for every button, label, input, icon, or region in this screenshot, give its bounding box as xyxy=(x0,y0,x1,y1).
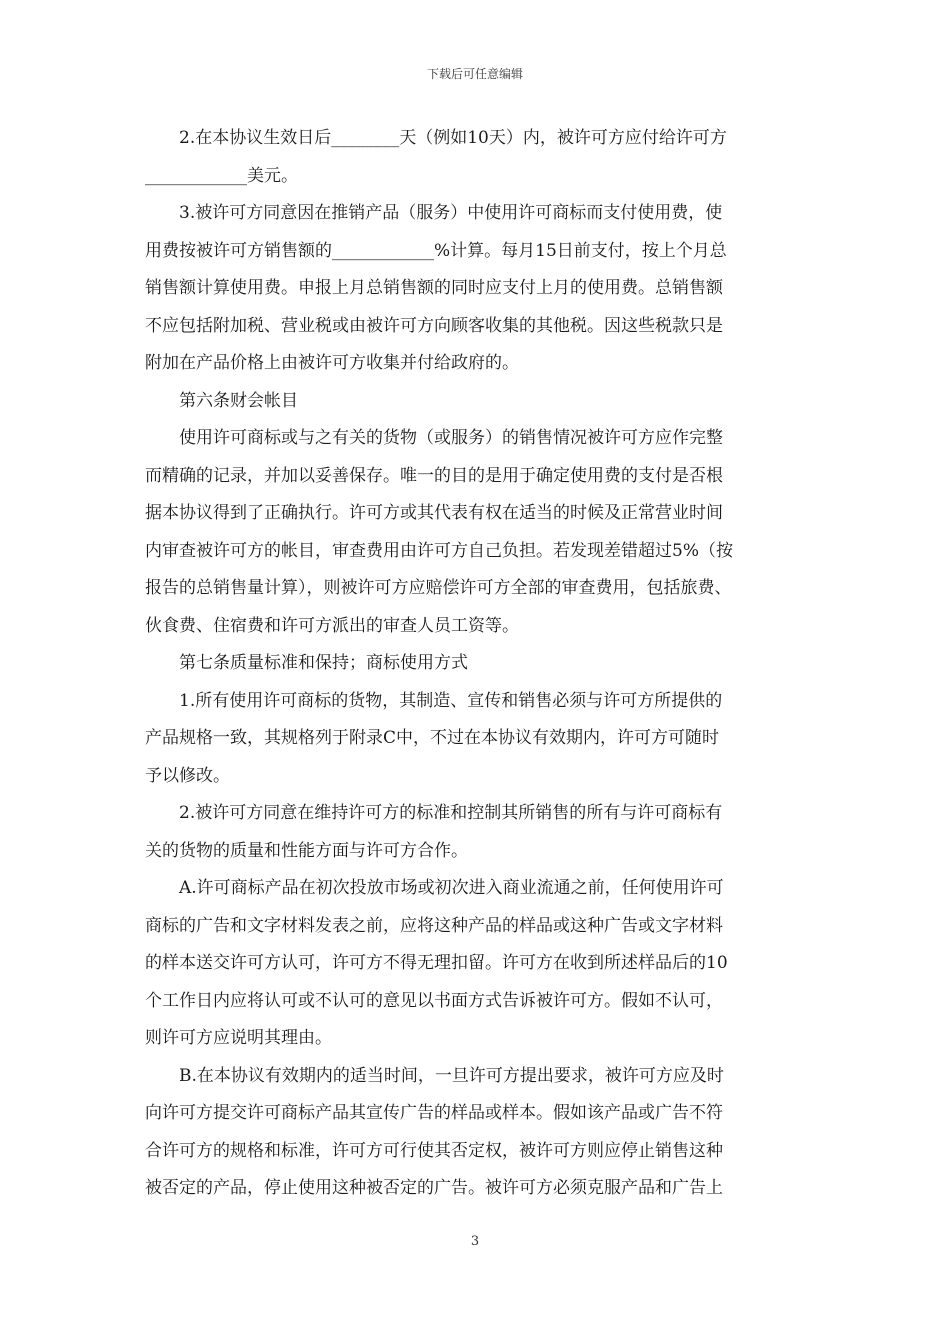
paragraph-line: ____________美元。 xyxy=(145,165,298,186)
paragraph-line: 个工作日内应将认可或不认可的意见以书面方式告诉被许可方。假如不认可， xyxy=(145,990,723,1011)
paragraph-line: 关的货物的质量和性能方面与许可方合作。 xyxy=(145,840,468,861)
paragraph-line: 3.被许可方同意因在推销产品（服务）中使用许可商标而支付使用费，使 xyxy=(179,203,723,223)
paragraph-line: A.许可商标产品在初次投放市场或初次进入商业流通之前，任何使用许可 xyxy=(179,878,724,898)
paragraph-line: 销售额计算使用费。申报上月总销售额的同时应支付上月的使用费。总销售额 xyxy=(145,278,723,298)
paragraph-line: 1.所有使用许可商标的货物，其制造、宣传和销售必须与许可方所提供的 xyxy=(179,690,723,711)
paragraph-line: 被否定的产品，停止使用这种被否定的广告。被许可方必须克服产品和广告上 xyxy=(145,1178,723,1198)
paragraph-line: 2.被许可方同意在维持许可方的标准和控制其所销售的所有与许可商标有 xyxy=(179,803,723,823)
document-body xyxy=(145,120,825,1208)
paragraph-line: B.在本协议有效期内的适当时间，一旦许可方提出要求，被许可方应及时 xyxy=(179,1065,724,1086)
paragraph-line: 予以修改。 xyxy=(145,765,230,786)
paragraph-line: 商标的广告和文字材料发表之前，应将这种产品的样品或这种广告或文字材料 xyxy=(145,915,723,936)
article-heading: 第六条财会帐目 xyxy=(179,390,298,411)
page-number: 3 xyxy=(470,1234,480,1249)
page-header: 下载后可任意编辑 xyxy=(426,67,523,81)
paragraph-line: 报告的总销售量计算），则被许可方应赔偿许可方全部的审查费用，包括旅费、 xyxy=(145,578,732,598)
paragraph-line: 向许可方提交许可商标产品其宣传广告的样品或样本。假如该产品或广告不符 xyxy=(145,1103,723,1123)
paragraph-line: 据本协议得到了正确执行。许可方或其代表有权在适当的时候及正常营业时间 xyxy=(145,503,723,523)
paragraph-line: 合许可方的规格和标准，许可方可行使其否定权，被许可方则应停止销售这种 xyxy=(145,1140,723,1161)
paragraph-line: 2.在本协议生效日后________天（例如10天）内，被许可方应付给许可方 xyxy=(179,128,727,148)
paragraph-line: 附加在产品价格上由被许可方收集并付给政府的。 xyxy=(145,353,519,373)
paragraph-line: 使用许可商标或与之有关的货物（或服务）的销售情况被许可方应作完整 xyxy=(179,428,723,448)
article-heading: 第七条质量标准和保持；商标使用方式 xyxy=(179,653,468,673)
paragraph-line: 的样本送交许可方认可，许可方不得无理扣留。许可方在收到所述样品后的10 xyxy=(145,953,728,973)
paragraph-line: 用费按被许可方销售额的____________%计算。每月15日前支付，按上个月总 xyxy=(145,240,727,261)
paragraph-line: 不应包括附加税、营业税或由被许可方向顾客收集的其他税。因这些税款只是 xyxy=(145,315,723,336)
paragraph-line: 伙食费、住宿费和许可方派出的审查人员工资等。 xyxy=(145,615,519,636)
paragraph-line: 则许可方应说明其理由。 xyxy=(145,1028,332,1048)
paragraph-line: 内审查被许可方的帐目，审查费用由许可方自己负担。若发现差错超过5%（按 xyxy=(145,540,733,561)
paragraph-line: 而精确的记录，并加以妥善保存。唯一的目的是用于确定使用费的支付是否根 xyxy=(145,465,723,486)
paragraph-line: 产品规格一致，其规格列于附录C中，不过在本协议有效期内，许可方可随时 xyxy=(145,728,720,748)
